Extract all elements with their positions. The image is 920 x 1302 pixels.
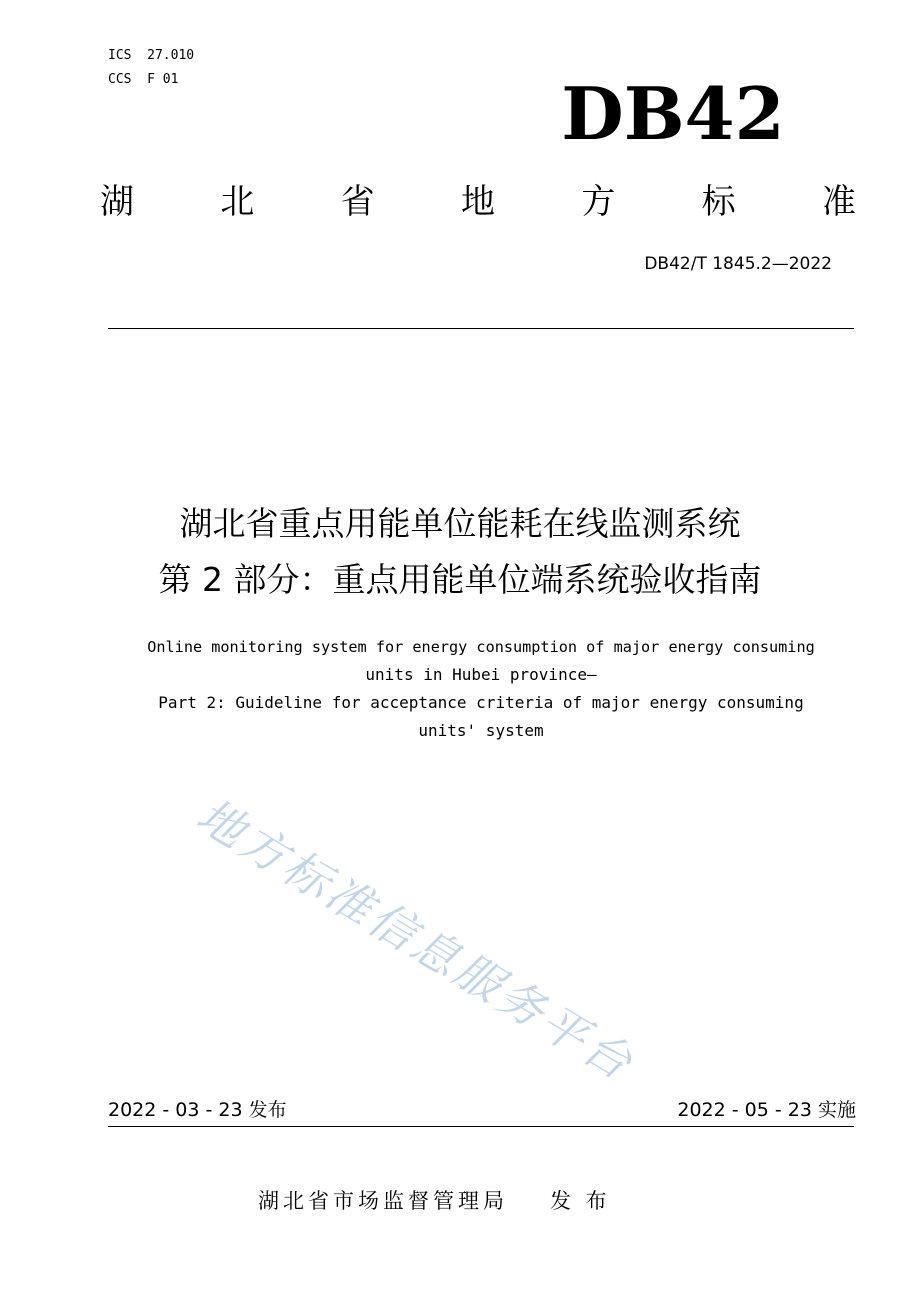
english-title-line-4: units' system (418, 721, 544, 740)
standard-type-char: 地 (460, 182, 495, 222)
issuer-action: 发 布 (550, 1189, 611, 1213)
ics-code: ICS 27.010 (108, 48, 195, 63)
standard-type-char: 方 (581, 182, 616, 222)
footer-divider (108, 1126, 854, 1127)
watermark: 地方标准信息服务平台 (187, 787, 644, 1092)
header-divider (108, 328, 854, 329)
issuing-authority (258, 1186, 611, 1216)
chinese-title-line-1: 湖北省重点用能单位能耗在线监测系统 (179, 504, 741, 543)
standard-number: DB42/T 1845.2—2022 (644, 254, 832, 274)
issue-date: 2022 - 03 - 23 发布 (108, 1099, 287, 1121)
implementation-date: 2022 - 05 - 23 实施 (677, 1099, 856, 1121)
issuer-org: 湖北省市场监督管理局 (258, 1189, 508, 1213)
standard-type-char: 北 (220, 182, 255, 222)
english-title-line-2: units in Hubei province— (365, 665, 597, 684)
classification-codes (108, 44, 194, 92)
standard-type-char: 准 (821, 182, 856, 222)
english-title-line-3: Part 2: Guideline for acceptance criteria of major energy consuming (158, 693, 804, 712)
ccs-code: CCS F 01 (108, 72, 179, 87)
standard-type-char: 省 (340, 182, 375, 222)
standard-type-char: 标 (701, 182, 736, 222)
standard-code-mark: DB42 (561, 71, 785, 156)
chinese-title-line-2: 第 2 部分：重点用能单位端系统验收指南 (158, 560, 762, 599)
standard-type (100, 178, 856, 226)
standard-type-char: 湖 (100, 182, 134, 222)
english-title-line-1: Online monitoring system for energy consumption of major energy consuming (147, 638, 815, 656)
